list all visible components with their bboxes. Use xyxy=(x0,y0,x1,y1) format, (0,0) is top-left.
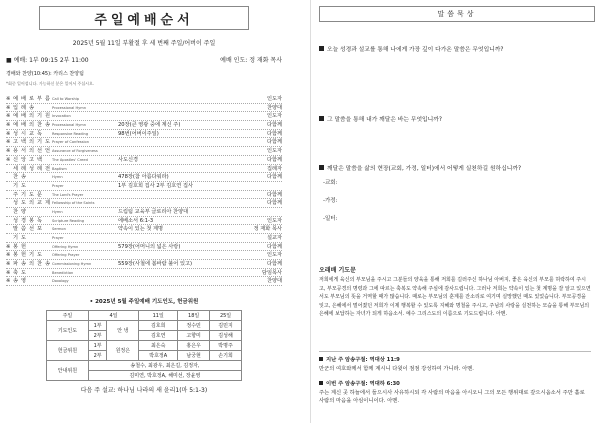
order-english: Baptism xyxy=(52,166,67,171)
order-name: 말씀선포 xyxy=(13,226,46,233)
order-row xyxy=(6,217,282,226)
order-leader: 다함께 xyxy=(266,243,282,250)
order-english: Benediction xyxy=(52,270,74,275)
service-times xyxy=(6,55,282,64)
order-english: Commissioning Hymn xyxy=(52,262,92,267)
order-row xyxy=(6,112,282,121)
order-star: ※ xyxy=(6,96,11,102)
next-sermon: 다음 주 설교: 하나님 나라의 새 윤리1(마 5:1-3) xyxy=(80,387,208,395)
order-name: 입례송 xyxy=(13,104,38,111)
order-english: Responsive Reading xyxy=(52,131,89,136)
service-date: 2025년 5월 11일 부활절 후 세 번째 주일/어버이 주일 xyxy=(72,40,216,47)
order-of-worship xyxy=(6,95,282,286)
order-star: ※ xyxy=(6,148,11,155)
order-leader: 찬양대 xyxy=(266,104,282,111)
table-cell: 안내위원 xyxy=(47,361,89,381)
table-cell: 1부 xyxy=(88,341,107,351)
table-cell: 2부 xyxy=(88,331,107,341)
order-content: 1부 김호희 집사 2부 김호연 집사 xyxy=(118,182,193,189)
bulletin-right-page xyxy=(310,0,595,423)
meditation-header: 말씀묵상 xyxy=(319,6,595,22)
memory-verse-text: 주는 계신 곳 하늘에서 들으시사 사유하시되 각 사람의 마음을 아시오니 그의 모든 행위대로 갚으시옵소서 주만 홀로 사람의 마음을 아심이니이다. 아멘. xyxy=(319,389,585,405)
field-home[interactable]: -가정: xyxy=(323,198,338,204)
order-row xyxy=(6,121,282,130)
table-cell: 기도인도 xyxy=(47,321,89,341)
order-content: 사도신경 xyxy=(118,156,139,163)
table-cell: 남궁현 xyxy=(178,351,210,361)
question-3-text: 깨달은 말씀을 삶의 현장(교회, 가정, 일터)에서 어떻게 실천하길 원하십니까? xyxy=(327,166,522,172)
order-name: 축도 xyxy=(13,269,30,276)
memory-verse-this-week xyxy=(319,380,591,406)
order-name: 예배의기원 xyxy=(13,113,54,120)
question-3 xyxy=(319,163,521,172)
order-leader: 인도자 xyxy=(266,113,282,120)
order-english: Sermon xyxy=(52,227,66,232)
order-row xyxy=(6,182,282,191)
order-english: Scripture Reading xyxy=(52,218,85,223)
order-leader: 설교자 xyxy=(266,235,282,241)
order-star: ※ xyxy=(6,252,11,259)
order-name: 주기도문 xyxy=(13,191,46,198)
order-english: Doxology xyxy=(52,279,69,284)
order-name: 성시교독 xyxy=(13,130,46,137)
square-bullet-icon xyxy=(319,46,324,51)
order-name: 예배의찬송 xyxy=(13,122,54,129)
memory-verse-last-week xyxy=(319,356,591,373)
title-box xyxy=(39,6,249,30)
order-star: ※ xyxy=(6,139,11,146)
order-name: 성경봉독 xyxy=(13,217,46,224)
order-english: Hymn xyxy=(52,175,63,180)
table-cell: 11일 xyxy=(139,311,178,321)
order-star: ※ xyxy=(6,130,11,137)
order-leader: 인도자 xyxy=(266,96,282,102)
table-cell: 주일 xyxy=(47,311,89,321)
order-row xyxy=(6,260,282,269)
offering-title: • 2025년 5월 주일예배 기도인도, 헌금위원 xyxy=(89,299,199,306)
table-cell: 4일 xyxy=(88,311,138,321)
square-bullet-icon xyxy=(319,381,323,385)
order-content: 20장(큰 영광 중에 계신 주) xyxy=(118,122,181,129)
table-cell: 송철수, 최광우, 최은길, 김정자, xyxy=(88,361,241,371)
order-english: Processional Hymn xyxy=(52,123,87,128)
order-row xyxy=(6,165,282,174)
order-name: 성도의교제 xyxy=(13,200,54,207)
order-name: 예배로부름 xyxy=(13,96,54,102)
square-bullet-icon xyxy=(319,116,324,121)
square-bullet-icon xyxy=(319,357,323,361)
table-cell: 1부 xyxy=(88,321,107,331)
order-star: ※ xyxy=(6,243,11,250)
table-cell: 김미연, 박호정A, 해미선, 장윤영 xyxy=(88,371,241,381)
order-leader: 다함께 xyxy=(266,139,282,146)
order-leader: 다함께 xyxy=(266,130,282,137)
order-row xyxy=(6,208,282,217)
field-church[interactable]: -교회: xyxy=(323,180,338,186)
order-leader: 집례자 xyxy=(266,165,282,172)
order-leader: 찬양대 xyxy=(266,278,282,285)
order-row xyxy=(6,243,282,252)
order-english: Invocation xyxy=(52,114,71,119)
table-cell: 김호희 xyxy=(139,321,178,331)
order-english: Offering Hymn xyxy=(52,244,79,249)
prayer-text: 저희에게 육신의 부모님을 주시고 그분들의 양육을 통해 저희를 길러주신 하나님 아버지, 좋은 육신의 부모를 허락하여 주시고, 부모공경의 명령과 그에 따르는 축복도 약속해 주심에 감사드립니다. 그러나 저희는 약속이 있는 첫 계명을 잘 알고 있으면서도 부모님의 뜻을 거역할 때가 많습니다. 때로는 부모님의 훈계를 잔소리로 여기며 실망했던 때도 있었습니다. 부모공경을 잊고, 은혜에서 멀어졌던 저희가 이제 행복할 수 있도록 지혜와 명철을 주시고, 주님의 사랑을 실천하는 모습을 통해 부모님의 은혜에 보답하는 자녀가 되게 하옵소서. 예수 그리스도의 이름으로 기도드립니다. 아멘. xyxy=(319,277,591,318)
order-content: 559장(사철에 봄바람 불어 있고) xyxy=(118,261,193,268)
order-leader: 정 재화 목사 xyxy=(253,226,282,233)
order-row xyxy=(6,95,282,104)
table-cell: 손기희 xyxy=(210,351,242,361)
table-cell: 헌금위원 xyxy=(47,341,89,361)
memory-verse-label: 이번 주 암송구절: 역대하 6:30 xyxy=(326,381,400,387)
order-row xyxy=(6,277,282,286)
order-english: The Lord's Prayer xyxy=(52,192,84,197)
table-cell: 18일 xyxy=(178,311,210,321)
order-row xyxy=(6,138,282,147)
order-leader: 다함께 xyxy=(266,122,282,129)
table-cell: 정수민 xyxy=(178,321,210,331)
order-row xyxy=(6,225,282,234)
order-name: 송영 xyxy=(13,278,30,285)
order-english: Hymn xyxy=(52,209,63,214)
order-name: 봉헌 xyxy=(13,243,30,250)
order-content: 약속이 있는 첫 계명 xyxy=(118,226,164,233)
order-name: 파송의찬송 xyxy=(13,261,54,268)
order-content: 에베소서 6:1-3 xyxy=(118,217,154,224)
order-leader: 인도자 xyxy=(266,148,282,155)
table-cell: 안 냉 xyxy=(107,321,139,341)
order-row xyxy=(6,173,282,182)
order-content: 드림팀 교육부 글로리아 찬양대 xyxy=(118,208,189,215)
order-english: Call to Worship xyxy=(52,97,80,101)
table-cell: 김호연 xyxy=(139,331,178,341)
order-star: ※ xyxy=(6,261,11,268)
order-content: 478장(참 아름다워라) xyxy=(118,174,169,181)
order-row xyxy=(6,156,282,165)
order-english: Prayer xyxy=(52,236,64,240)
order-leader: 다함께 xyxy=(266,191,282,198)
order-leader: 인도자 xyxy=(266,217,282,224)
divider xyxy=(319,351,591,352)
order-english: Fellowship of the Saints xyxy=(52,201,95,206)
table-row xyxy=(47,321,242,331)
question-2-text: 그 말씀을 통해 내가 깨달은 바는 무엇입니까? xyxy=(327,117,442,123)
order-row xyxy=(6,191,282,200)
order-english: Offering Prayer xyxy=(52,253,80,258)
order-row xyxy=(6,234,282,243)
field-work[interactable]: -일터: xyxy=(323,216,338,222)
page-title: 주일예배순서 xyxy=(94,12,194,28)
memory-verse-label: 지난 주 암송구절: 역대상 11:9 xyxy=(326,357,400,363)
praise-team: 경배와 찬양(10:45): 카리스 찬양팀 xyxy=(6,71,84,77)
table-cell: 박명주 xyxy=(210,341,242,351)
table-cell: 최은숙 xyxy=(139,341,178,351)
order-english: Assurance of Forgiveness xyxy=(52,149,98,154)
table-cell: 김민지 xyxy=(210,321,242,331)
table-row xyxy=(47,341,242,351)
order-name: 세례성례전 xyxy=(13,165,54,172)
prayer-caption: 오래배 기도문 xyxy=(319,267,356,274)
order-star: ※ xyxy=(6,156,11,163)
table-cell: 고향미 xyxy=(178,331,210,341)
worship-times: ■ 예배: 1부 09:15 2부 11:00 xyxy=(6,57,89,64)
table-cell: 2부 xyxy=(88,351,107,361)
standing-note: *회중 일어섭니다. 가능하신 분은 일어서 주십시오. xyxy=(6,81,95,86)
order-row xyxy=(6,199,282,208)
offering-table xyxy=(46,310,242,381)
order-name: 찬송 xyxy=(13,174,30,181)
order-row xyxy=(6,147,282,156)
order-english: Prayer of Confession xyxy=(52,140,90,145)
order-name: 용서의선언 xyxy=(13,148,54,155)
order-leader: 다함께 xyxy=(266,174,282,181)
order-row xyxy=(6,130,282,139)
order-english: Processional Hymn xyxy=(52,105,87,110)
order-name: 봉헌기도 xyxy=(13,252,46,259)
order-english: Prayer xyxy=(52,183,64,188)
memory-verse-text: 만군의 여호와께서 함께 계시니 다윗이 점점 강성하여 가니라. 아멘. xyxy=(319,365,474,372)
table-cell: 원정은 xyxy=(107,341,139,361)
order-english: The Apostles' Creed xyxy=(52,157,88,162)
order-content: 98번(어버이주일) xyxy=(118,130,159,137)
order-leader: 인도자 xyxy=(266,252,282,259)
order-leader: 다함께 xyxy=(266,261,282,268)
order-leader: 다함께 xyxy=(266,156,282,163)
order-row xyxy=(6,251,282,260)
order-content: 579장(어머니의 넓은 사랑) xyxy=(118,243,181,250)
order-row xyxy=(6,104,282,113)
order-name: 기도 xyxy=(13,182,30,189)
worship-leader: 예배 인도: 정 재화 목사 xyxy=(220,57,282,64)
table-cell: 홍은우 xyxy=(178,341,210,351)
order-star: ※ xyxy=(6,104,11,111)
question-1 xyxy=(319,44,503,53)
order-name: 찬양 xyxy=(13,208,30,215)
order-row xyxy=(6,269,282,278)
order-name: 신앙고백 xyxy=(13,156,46,163)
table-header-row xyxy=(47,311,242,321)
table-cell: 김성해 xyxy=(210,331,242,341)
order-name: 기도 xyxy=(13,235,30,241)
square-bullet-icon xyxy=(319,165,324,170)
order-star: ※ xyxy=(6,113,11,120)
table-cell: 25일 xyxy=(210,311,242,321)
question-2 xyxy=(319,114,442,123)
order-leader: 다함께 xyxy=(266,200,282,207)
question-1-text: 오늘 성경과 설교를 통해 나에게 가장 깊이 다가온 말씀은 무엇입니까? xyxy=(327,47,504,53)
table-cell: 박호정A xyxy=(139,351,178,361)
order-star: ※ xyxy=(6,269,11,276)
order-star: ※ xyxy=(6,278,11,285)
order-leader: 담임목사 xyxy=(261,269,282,276)
order-star: ※ xyxy=(6,122,11,129)
order-name: 고백의기도 xyxy=(13,139,54,146)
table-row xyxy=(47,361,242,371)
